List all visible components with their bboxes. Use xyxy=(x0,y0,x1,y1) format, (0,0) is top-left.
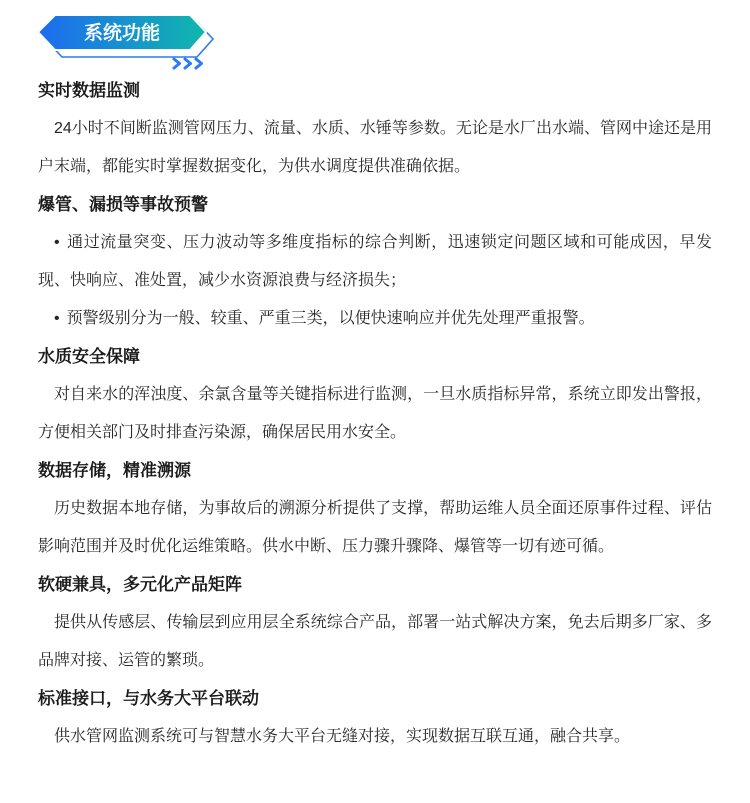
section-title-badge xyxy=(34,12,224,70)
paragraph: 24小时不间断监测管网压力、流量、水质、水锤等参数。无论是水厂出水端、管网中途还是用户末端，都能实时掌握数据变化，为供水调度提供准确依据。 xyxy=(38,120,712,175)
section-water-quality xyxy=(38,338,712,452)
paragraph: 历史数据本地存储，为事故后的溯源分析提供了支撑，帮助运维人员全面还原事件过程、评估影响范围并及时优化运维策略。供水中断、压力骤升骤降、爆管等一切有迹可循。 xyxy=(38,500,712,555)
section-product-matrix xyxy=(38,566,712,680)
section-heading: 数据存储，精准溯源 xyxy=(38,461,191,480)
section-heading: 爆管、漏损等事故预警 xyxy=(38,195,208,214)
bullet-text: 预警级别分为一般、较重、严重三类，以便快速响应并优先处理严重报警。 xyxy=(66,310,595,327)
bullet-item xyxy=(38,224,712,300)
section-data-storage xyxy=(38,452,712,566)
section-accident-warning xyxy=(38,186,712,338)
badge-label: 系统功能 xyxy=(83,23,161,44)
bullet-text: 通过流量突变、压力波动等多维度指标的综合判断，迅速锁定问题区域和可能成因，早发现、快响应、准处置，减少水资源浪费与经济损失； xyxy=(38,234,712,289)
section-heading: 实时数据监测 xyxy=(38,81,140,100)
section-heading: 标准接口，与水务大平台联动 xyxy=(38,689,259,708)
forward-chevrons-icon xyxy=(174,59,202,68)
article-body xyxy=(0,72,750,756)
bullet-icon: • xyxy=(54,310,60,327)
section-realtime-monitoring xyxy=(38,72,712,186)
section-standard-interface xyxy=(38,680,712,756)
section-heading: 软硬兼具，多元化产品矩阵 xyxy=(38,575,242,594)
bullet-item xyxy=(38,300,712,338)
paragraph: 对自来水的浑浊度、余氯含量等关键指标进行监测，一旦水质指标异常，系统立即发出警报，方便相关部门及时排查污染源，确保居民用水安全。 xyxy=(38,386,712,441)
badge-shape xyxy=(34,12,224,70)
paragraph: 提供从传感层、传输层到应用层全系统综合产品，部署一站式解决方案，免去后期多厂家、多品牌对接、运管的繁琐。 xyxy=(38,614,712,669)
paragraph: 供水管网监测系统可与智慧水务大平台无缝对接，实现数据互联互通，融合共享。 xyxy=(54,728,631,745)
section-heading: 水质安全保障 xyxy=(38,347,140,366)
bullet-icon: • xyxy=(54,234,60,251)
